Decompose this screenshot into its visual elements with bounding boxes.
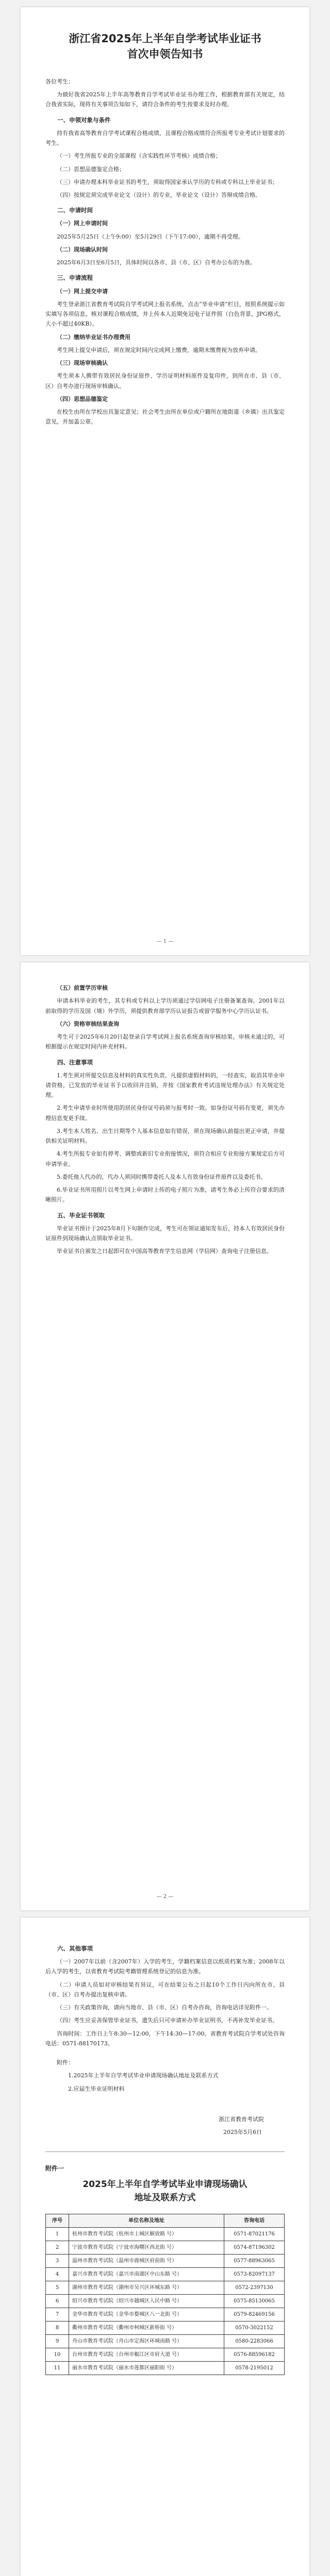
phone-number: 0571-87021176 [224, 2228, 285, 2241]
phone-number: 0580-2283066 [224, 2335, 285, 2348]
section-paragraph: 咨询时间：工作日上午8:30—12:00，下午14:30—17:00。省教育考试院自学考试处咨询电话：0571-88170173。 [45, 2030, 285, 2047]
section-paragraph: 考生可于2025年6月20日起登录自学考试网上报名系统查询审核结果。审核未通过的，可根据提示在规定时间内补充材料。 [45, 1033, 285, 1050]
subsection-heading: （一）网上申请时间 [57, 220, 108, 227]
section-paragraph: （三）申请办理本科毕业证书的考生，须取得国家承认学历的专科或专科以上毕业证书； [57, 178, 278, 185]
section-heading: 五、毕业证书领取 [57, 1211, 105, 1219]
row-number: 6 [46, 2295, 69, 2308]
contact-table [45, 2214, 285, 2375]
column-header: 咨询电话 [224, 2214, 285, 2228]
section-heading: 四、注意事项 [57, 1058, 93, 1066]
row-number: 5 [46, 2281, 69, 2295]
column-header: 单位名称及地址 [69, 2214, 224, 2228]
section-paragraph: 在校生由所在学校出具鉴定意见；社会考生由所在单位或户籍所在地街道（乡镇）出具鉴定意见，并加盖公章。 [45, 409, 285, 426]
section-paragraph: 持有我省高等教育自学考试课程合格成绩，且课程合格成绩符合所报考专业考试计划要求的考生。 [45, 129, 285, 146]
section-paragraph: 2.考生申请毕业时所使用的居民身份证号码须与报考时一致。如身份证号码有变更，须先办理信息变更手续。 [45, 1105, 285, 1122]
unit-address: 舟山市教育考试院（舟山市定海区环城南路 号） [69, 2335, 224, 2348]
table-row [46, 2228, 285, 2241]
section-divider [45, 2151, 285, 2152]
subsection-heading: （四）思想品德鉴定 [57, 395, 108, 402]
notice-title: 浙江省2025年上半年自学考试毕业证书 首次申领告知书 [69, 32, 261, 61]
attachments-label: 附件： [57, 2059, 74, 2066]
row-number: 1 [46, 2228, 69, 2241]
phone-number: 0572-2397130 [224, 2281, 285, 2295]
section-paragraph: （二）申请人员如对审核结果有异议，可在结果公布之日起10个工作日内向所在市、县（市、区）自考办提出复核申请。 [45, 1981, 285, 1998]
row-number: 7 [46, 2308, 69, 2321]
section-paragraph: 2025年6月3日至6月5日，具体时间以各市、县（市、区）自考办公布的为准。 [57, 259, 256, 266]
section-paragraph: （三）有关政策咨询，请向当地市、县（市、区）自考办咨询，咨询电话详见附件一。 [57, 2004, 272, 2011]
unit-address: 嘉兴市教育考试院（嘉兴市南湖区中山东路 号） [69, 2268, 224, 2281]
phone-number: 0574-87196302 [224, 2241, 285, 2255]
page-number: — 1 — [156, 938, 174, 944]
row-number: 4 [46, 2268, 69, 2281]
attachment-item: 1.2025年上半年自学考试毕业申请现场确认地址及联系方式 [68, 2072, 219, 2079]
phone-number: 0579-82469156 [224, 2308, 285, 2321]
row-number: 11 [46, 2362, 69, 2375]
signature-date: 2025年5月6日 [223, 2129, 262, 2136]
unit-address: 杭州市教育考试院（杭州市上城区解放路 号） [69, 2228, 224, 2241]
subsection-heading: （五）前置学历审核 [57, 985, 108, 991]
document-page-2 [21, 962, 309, 1910]
section-paragraph: （四）按规定须完成毕业论文（设计）的专业，毕业论文（设计）答辩成绩合格。 [57, 192, 261, 198]
document-page-1 [21, 7, 309, 955]
section-heading: 六、其他事项 [57, 1945, 93, 1952]
annex1-title: 2025年上半年自学考试毕业申请现场确认 地址及联系方式 [82, 2179, 248, 2203]
signature-org: 浙江省教育考试院 [219, 2115, 264, 2123]
unit-address: 湖州市教育考试院（湖州市吴兴区环城东路 号） [69, 2281, 224, 2295]
section-paragraph: 4.考生所报专业如有停考、调整或新旧专业衔接情况，须符合相应专业衔接方案规定后方可申请毕业。 [45, 1150, 285, 1167]
section-paragraph: 考生须本人携带有效居民身份证原件、学历证明材料原件及复印件，到所在市、县（市、区）自考办进行现场审核确认。 [45, 372, 285, 389]
phone-number: 0573-82097137 [224, 2268, 285, 2281]
row-number: 8 [46, 2321, 69, 2335]
greeting: 各位考生： [45, 78, 74, 85]
section-paragraph: 毕业证书预计于2025年8月下旬制作完成，考生可在领证通知发布后，持本人有效居民身份证原件到现场确认点领取毕业证书。 [45, 1225, 285, 1242]
unit-address: 绍兴市教育考试院（绍兴市越城区人民中路 号） [69, 2295, 224, 2308]
phone-number: 0577-88963065 [224, 2255, 285, 2268]
section-heading: 二、申请时间 [57, 207, 93, 214]
unit-address: 金华市教育考试院（金华市婺城区八一北街 号） [69, 2308, 224, 2321]
section-paragraph: （一）2007年以前（含2007年）入学的考生，学籍档案信息以纸质档案为准；2008年以后入学的考生，以省教育考试院考籍管理系统登记的信息为准。 [45, 1958, 285, 1975]
unit-address: 丽水市教育考试院（丽水市莲都区丽阳街 号） [69, 2362, 224, 2375]
section-heading: 一、申领对象与条件 [57, 116, 111, 124]
column-header: 序号 [46, 2214, 69, 2228]
section-paragraph: 考生网上提交申请后，须在规定时间内完成网上缴费，逾期未缴费视为放弃申请。 [57, 346, 261, 353]
table-row [46, 2268, 285, 2281]
document-page-3 [21, 1918, 309, 2576]
attachment-item: 2.应届生毕业证明材料 [68, 2085, 125, 2092]
subsection-heading: （六）资格审核结果查询 [57, 1020, 119, 1027]
subsection-heading: （一）网上提交申请 [57, 287, 108, 295]
phone-number: 0578-2195012 [224, 2362, 285, 2375]
table-row [46, 2295, 285, 2308]
unit-address: 衢州市教育考试院（衢州市柯城区新桥街 号） [69, 2321, 224, 2335]
section-paragraph: 考生登录浙江省教育考试院自学考试网上报名系统，点击“毕业申请”栏目，按照系统提示如实填写各项信息，核对课程合格成绩，并上传本人近期免冠电子证件照（白色背景，JPG格式，大小不超过40KB）。 [45, 300, 285, 328]
section-paragraph: 2025年5月25日（上午9:00）至5月29日（下午17:00），逾期不再受理。 [57, 233, 244, 240]
table-header-row [46, 2214, 285, 2228]
section-paragraph: 毕业证书自颁发之日起即可在中国高等教育学生信息网（学信网）查询电子注册信息。 [57, 1248, 272, 1255]
section-paragraph: （一）考生所报专业的全部课程（含实践性环节考核）成绩合格； [57, 152, 221, 160]
table-row [46, 2348, 285, 2362]
section-paragraph: （二）思想品德鉴定合格； [57, 165, 125, 173]
table-row [46, 2255, 285, 2268]
phone-number: 0575-85130065 [224, 2295, 285, 2308]
table-row [46, 2335, 285, 2348]
unit-address: 台州市教育考试院（台州市椒江区市府大道 号） [69, 2348, 224, 2362]
unit-address: 宁波市教育考试院（宁波市海曙区西北街 号） [69, 2241, 224, 2255]
subsection-heading: （二）现场确认时间 [57, 246, 108, 253]
row-number: 10 [46, 2348, 69, 2362]
table-row [46, 2321, 285, 2335]
subsection-heading: （三）现场审核确认 [57, 360, 108, 366]
section-paragraph: 5.委托他人代办的，代办人须同时携带委托人及本人有效身份证件原件以及委托书。 [57, 1173, 267, 1180]
row-number: 9 [46, 2335, 69, 2348]
phone-number: 0576-88596182 [224, 2348, 285, 2362]
table-row [46, 2308, 285, 2321]
section-paragraph: 3.考生本人姓名、出生日期等个人基本信息如有错误，须在现场确认前提出更正申请，并提供相关证明材料。 [45, 1127, 285, 1145]
annex1-label: 附件一 [45, 2165, 64, 2173]
unit-address: 温州市教育考试院（温州市鹿城区府前街 号） [69, 2255, 224, 2268]
section-paragraph: 6.毕业证书所用照片以考生网上申请时上传的电子照片为准，请考生务必上传符合要求的清晰照片。 [45, 1187, 285, 1204]
section-paragraph: （四）考生应妥善保管毕业证书，遗失后只可申请补办毕业证明书，不再补发毕业证书。 [57, 2017, 278, 2024]
page-number: — 2 — [156, 1893, 174, 1900]
row-number: 2 [46, 2241, 69, 2255]
phone-number: 0570-3022152 [224, 2321, 285, 2335]
section-paragraph: 1.考生须对所提交信息及材料的真实性负责。凡提供虚假材料的，一经查实，取消其毕业申请资格，已发放的毕业证书予以收回并注销，并按《国家教育考试违规处理办法》有关规定处理。 [45, 1072, 285, 1099]
table-row [46, 2281, 285, 2295]
subsection-heading: （二）缴纳毕业证书办理费用 [57, 333, 130, 341]
table-row [46, 2362, 285, 2375]
row-number: 3 [46, 2255, 69, 2268]
table-row [46, 2241, 285, 2255]
section-paragraph: 申请本科毕业的考生，其专科或专科以上学历须通过学信网电子注册备案查询。2001年以前取得的学历及国（境）外学历，须提供教育部学历认证报告或留学服务中心学历认证书。 [45, 997, 285, 1014]
section-heading: 三、申请流程 [57, 274, 93, 282]
intro-paragraph: 为做好我省2025年上半年高等教育自学考试毕业证书办理工作，根据教育部有关规定，结合我省实际，现将有关事项告知如下，请符合条件的考生按要求及时办理。 [45, 91, 285, 108]
